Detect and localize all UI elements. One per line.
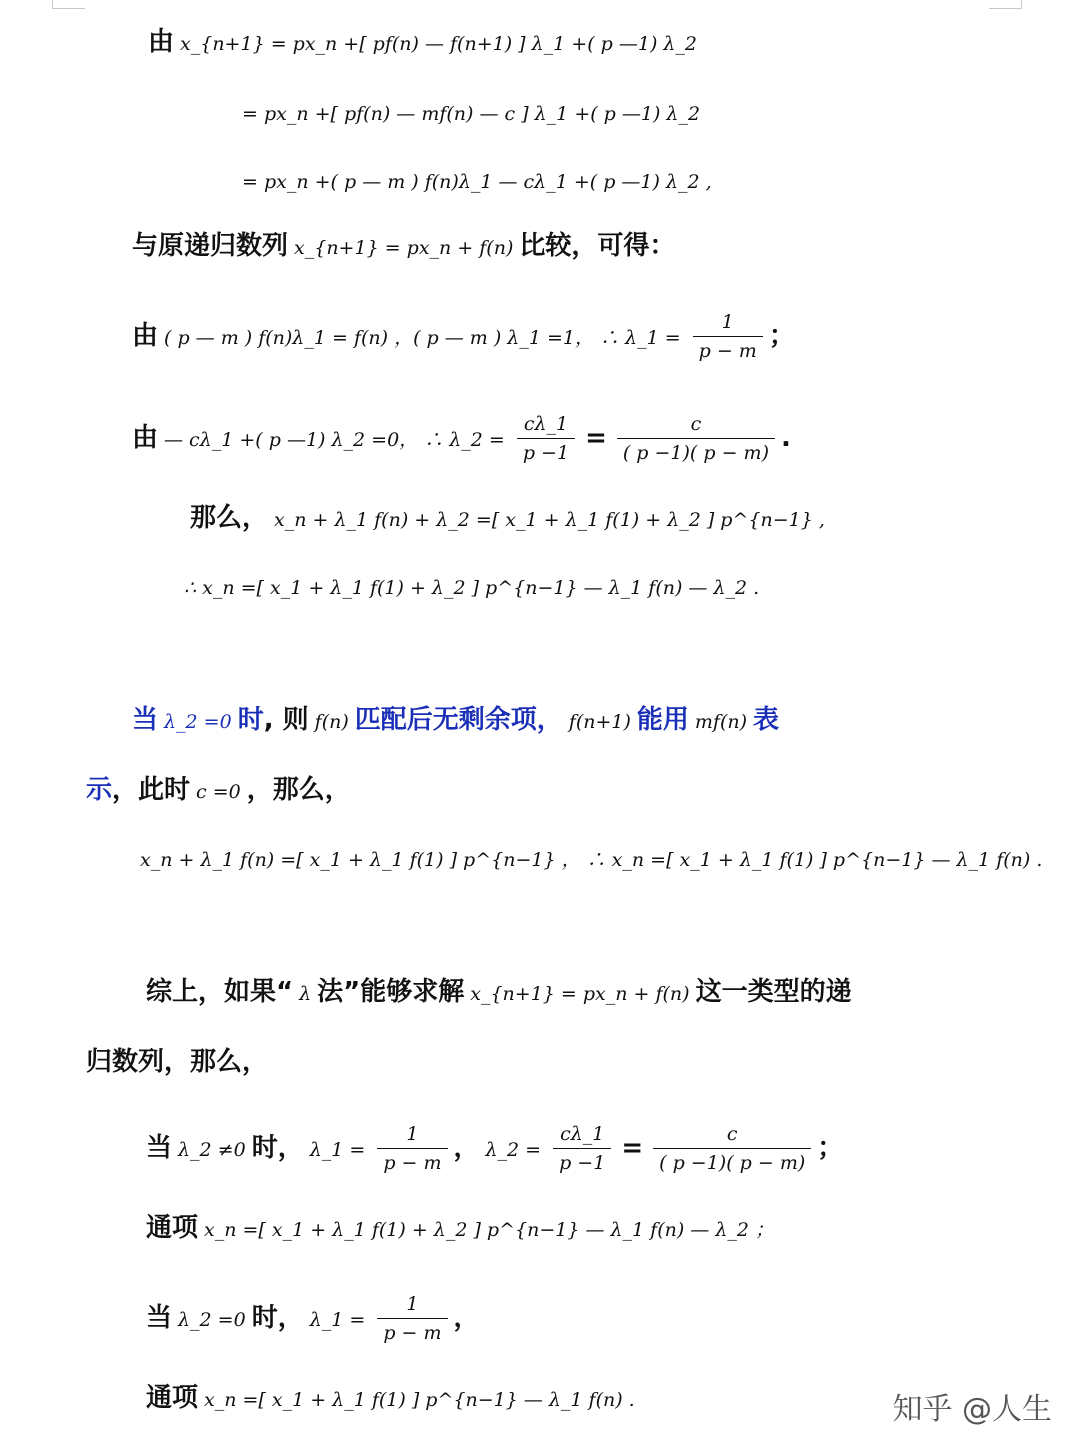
math-expr: x_{n+1} = px_n + f(n) [294, 237, 514, 259]
math-expr: x_n =[ x_1 + λ_1 f(1) ] p^{n−1} — λ_1 f(n) . [204, 1389, 635, 1411]
equals-sign: = [585, 423, 607, 453]
body-text: , 则 [263, 705, 309, 735]
line-5 [132, 310, 795, 363]
math-expr: = px_n +( p — m ) f(n)λ_1 — cλ_1 +( p —1) λ_2 , [242, 171, 712, 193]
line-1 [148, 24, 703, 62]
line-15 [146, 1210, 780, 1248]
lead-text: 由 [148, 27, 175, 57]
line-6 [132, 412, 791, 465]
line-3 [236, 162, 718, 200]
fraction-denominator: ( p −1)( p − m) [659, 1152, 806, 1174]
fraction-denominator: p − m [383, 1152, 442, 1174]
lead-text: 由 [132, 423, 159, 453]
fraction-denominator: p − m [698, 340, 757, 362]
math-expr: mf(n) [694, 711, 748, 733]
math-expr: — cλ_1 +( p —1) λ_2 =0， ∴ λ_2 = [164, 429, 505, 451]
line-17 [146, 1380, 641, 1418]
watermark: 知乎 @人生 [892, 1392, 1052, 1427]
body-text: 归数列，那么， [86, 1047, 269, 1077]
highlight-text: 匹配后无剩余项， [354, 705, 563, 735]
body-text: 这一类型的递 [695, 977, 852, 1007]
fraction-numerator: c [653, 1122, 811, 1149]
line-7 [190, 500, 831, 538]
fraction [617, 412, 775, 465]
line-10 [86, 772, 351, 810]
math-expr: f(n+1) [568, 711, 631, 733]
fraction-denominator: p −1 [559, 1152, 606, 1174]
page-corner-right [989, 0, 1022, 9]
fraction [553, 1122, 611, 1175]
math-expr: ( p — m ) f(n)λ_1 = f(n) ，( p — m ) λ_1 =1， ∴ λ_1 = [164, 327, 681, 349]
fraction-numerator: 1 [377, 1122, 447, 1149]
math-expr: f(n) [314, 711, 349, 733]
math-expr: λ_2 =0 [164, 711, 232, 733]
page-corner-left [52, 0, 85, 9]
line-11 [134, 840, 1048, 878]
fraction-numerator: cλ_1 [553, 1122, 611, 1149]
fraction-numerator: 1 [377, 1292, 447, 1319]
fraction [517, 412, 575, 465]
fraction-numerator: 1 [693, 310, 763, 337]
line-2 [236, 94, 706, 132]
fraction [653, 1122, 811, 1175]
equals-sign: = [621, 1133, 644, 1163]
math-expr: λ_1 = [309, 1309, 366, 1331]
math-expr: λ [299, 983, 312, 1005]
highlight-text: 表 [753, 705, 780, 735]
math-expr: x_{n+1} = px_n +[ pf(n) — f(n+1) ] λ_1 +( p —1) λ_2 [180, 33, 698, 55]
fraction [377, 1122, 447, 1175]
lead-text: 由 [132, 321, 159, 351]
math-expr: λ_2 = [485, 1139, 542, 1161]
math-expr: x_n + λ_1 f(n) + λ_2 =[ x_1 + λ_1 f(1) + λ_2 ] p^{n−1} , [274, 509, 825, 531]
math-expr: c =0 [196, 781, 241, 803]
math-expr: x_n + λ_1 f(n) =[ x_1 + λ_1 f(1) ] p^{n−1} ， ∴ x_n =[ x_1 + λ_1 f(1) ] p^{n−1} — λ_1 f(n) . [140, 849, 1043, 871]
punctuation: ， [453, 1133, 480, 1163]
body-text: 比较，可得： [519, 231, 676, 261]
punctuation: ， [453, 1303, 480, 1333]
punctuation: . [780, 423, 791, 453]
body-text: 与原递归数列 [132, 231, 289, 261]
line-4 [132, 228, 675, 266]
fraction [377, 1292, 447, 1345]
fraction-denominator: p − m [383, 1322, 442, 1344]
highlight-text: 示 [86, 775, 113, 805]
line-13 [86, 1044, 268, 1080]
lead-text: 那么， [190, 503, 269, 533]
lead-text: 通项 [146, 1213, 199, 1243]
highlight-text: 能用 [636, 705, 689, 735]
body-text: 时， [251, 1133, 304, 1163]
body-text: ，此时 [112, 775, 191, 805]
body-text: 综上，如果“ [146, 977, 294, 1007]
line-14 [146, 1122, 843, 1175]
fraction [693, 310, 763, 363]
math-expr: λ_2 =0 [178, 1309, 246, 1331]
punctuation: ； [817, 1133, 844, 1163]
body-text: ，那么， [246, 775, 351, 805]
fraction-denominator: ( p −1)( p − m) [622, 442, 769, 464]
body-text: 法”能够求解 [317, 977, 465, 1007]
math-expr: x_n =[ x_1 + λ_1 f(1) + λ_2 ] p^{n−1} — λ_1 f(n) — λ_2 ； [204, 1219, 775, 1241]
line-8 [178, 568, 765, 606]
math-expr: λ_1 = [309, 1139, 366, 1161]
body-text: 时， [251, 1303, 304, 1333]
line-9 [132, 702, 779, 740]
line-12 [146, 974, 852, 1012]
math-expr: λ_2 ≠0 [178, 1139, 246, 1161]
punctuation: ； [768, 321, 795, 351]
fraction-numerator: c [617, 412, 775, 439]
lead-text: 通项 [146, 1383, 199, 1413]
math-expr: = px_n +[ pf(n) — mf(n) — c ] λ_1 +( p —1) λ_2 [242, 103, 701, 125]
lead-text: 当 [146, 1303, 173, 1333]
math-expr: x_{n+1} = px_n + f(n) [470, 983, 690, 1005]
line-16 [146, 1292, 480, 1345]
fraction-numerator: cλ_1 [517, 412, 575, 439]
fraction-denominator: p −1 [522, 442, 570, 464]
highlight-text: 当 [132, 705, 159, 735]
lead-text: 当 [146, 1133, 173, 1163]
highlight-text: 时 [237, 705, 264, 735]
math-expr: ∴ x_n =[ x_1 + λ_1 f(1) + λ_2 ] p^{n−1} — λ_1 f(n) — λ_2 . [184, 577, 760, 599]
